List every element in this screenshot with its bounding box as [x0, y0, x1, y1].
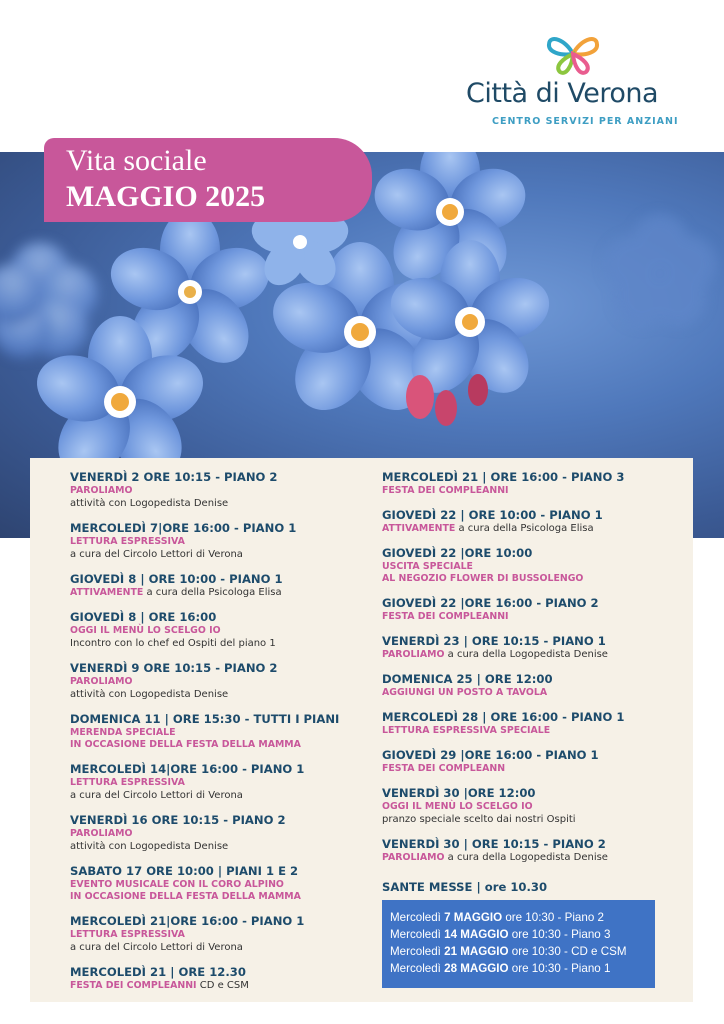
- event-heading: GIOVEDÌ 22 |ORE 16:00 - PIANO 2: [382, 596, 599, 610]
- event-title: PAROLIAMO: [382, 649, 445, 660]
- title-banner: [44, 138, 372, 222]
- event-item: [382, 710, 682, 737]
- event-title: PAROLIAMO: [382, 852, 445, 863]
- event-title: OGGI IL MENÙ LO SCELGO IO: [70, 625, 221, 636]
- mass-date: 28 MAGGIO: [444, 962, 509, 975]
- event-description: a cura della Psicologa Elisa: [455, 523, 594, 534]
- event-item: [70, 610, 370, 650]
- event-heading: MERCOLEDÌ 21 | ORE 12.30: [70, 965, 246, 979]
- event-description: a cura della Logopedista Denise: [444, 852, 608, 863]
- event-title: IN OCCASIONE DELLA FESTA DELLA MAMMA: [70, 891, 301, 902]
- event-item: [382, 508, 682, 535]
- event-item: [382, 672, 682, 699]
- event-item: [382, 546, 682, 585]
- mass-day: Mercoledì: [390, 945, 445, 958]
- masses-title: SANTE MESSE |: [382, 880, 485, 894]
- event-title: IN OCCASIONE DELLA FESTA DELLA MAMMA: [70, 739, 301, 750]
- event-heading: MERCOLEDÌ 28 | ORE 16:00 - PIANO 1: [382, 710, 625, 724]
- event-title: LETTURA ESPRESSIVA: [70, 777, 185, 788]
- mass-date: 14 MAGGIO: [444, 928, 509, 941]
- event-heading: GIOVEDÌ 8 | ORE 16:00: [70, 610, 217, 624]
- event-heading: MERCOLEDÌ 14|ORE 16:00 - PIANO 1: [70, 762, 305, 776]
- event-heading: GIOVEDÌ 8 | ORE 10:00 - PIANO 1: [70, 572, 283, 586]
- event-title-line: [382, 852, 682, 864]
- event-title: USCITA SPECIALE: [382, 561, 473, 572]
- event-item: [382, 470, 682, 497]
- event-title-line: [70, 587, 370, 599]
- event-item: [70, 521, 370, 561]
- schedule-left-column: [70, 470, 370, 1003]
- event-heading: MERCOLEDÌ 21 | ORE 16:00 - PIANO 3: [382, 470, 625, 484]
- event-description: a cura della Logopedista Denise: [444, 649, 608, 660]
- masses-time: ore 10.30: [484, 880, 548, 894]
- event-item: [70, 965, 370, 992]
- event-description: a cura del Circolo Lettori di Verona: [70, 942, 243, 953]
- event-title-line: [70, 980, 370, 992]
- event-description: a cura della Psicologa Elisa: [143, 587, 282, 598]
- event-item: [382, 786, 682, 826]
- event-title: FESTA DEI COMPLEANN: [382, 763, 506, 774]
- mass-row: [390, 928, 610, 941]
- mass-details: ore 10:30 - Piano 2: [502, 911, 604, 924]
- event-description: a cura del Circolo Lettori di Verona: [70, 790, 243, 801]
- event-title: ATTIVAMENTE: [70, 587, 144, 598]
- event-description: attività con Logopedista Denise: [70, 689, 229, 700]
- event-heading: SABATO 17 ORE 10:00 | PIANI 1 E 2: [70, 864, 299, 878]
- event-heading: DOMENICA 11 | ORE 15:30 - TUTTI I PIANI: [70, 712, 340, 726]
- event-item: [70, 470, 370, 510]
- event-description: a cura del Circolo Lettori di Verona: [70, 549, 243, 560]
- event-heading: VENERDÌ 30 | ORE 10:15 - PIANO 2: [382, 837, 606, 851]
- event-item: [70, 572, 370, 599]
- event-heading: VENERDÌ 30 |ORE 12:00: [382, 786, 536, 800]
- event-heading: VENERDÌ 9 ORE 10:15 - PIANO 2: [70, 661, 278, 675]
- event-title: FESTA DEI COMPLEANNI: [382, 611, 509, 622]
- event-heading: DOMENICA 25 | ORE 12:00: [382, 672, 553, 686]
- event-title: AGGIUNGI UN POSTO A TAVOLA: [382, 687, 548, 698]
- logo-name: Città di Verona: [466, 78, 659, 109]
- mass-row: [390, 945, 626, 958]
- mass-date: 21 MAGGIO: [444, 945, 509, 958]
- event-title-line: [382, 523, 682, 535]
- event-title: FESTA DEI COMPLEANNI: [70, 980, 197, 991]
- mass-day: Mercoledì: [390, 911, 445, 924]
- mass-details: ore 10:30 - Piano 1: [508, 962, 611, 975]
- mass-details: ore 10:30 - CD e CSM: [508, 945, 627, 958]
- event-heading: GIOVEDÌ 22 | ORE 10:00 - PIANO 1: [382, 508, 603, 522]
- event-title: MERENDA SPECIALE: [70, 727, 176, 738]
- event-heading: GIOVEDÌ 29 |ORE 16:00 - PIANO 1: [382, 748, 599, 762]
- banner-month: MAGGIO 2025: [66, 180, 266, 213]
- mass-date: 7 MAGGIO: [444, 911, 503, 924]
- event-item: [382, 837, 682, 864]
- event-heading: MERCOLEDÌ 21|ORE 16:00 - PIANO 1: [70, 914, 305, 928]
- mass-details: ore 10:30 - Piano 3: [508, 928, 611, 941]
- event-heading: VENERDÌ 16 ORE 10:15 - PIANO 2: [70, 813, 286, 827]
- event-title: AL NEGOZIO FLOWER DI BUSSOLENGO: [382, 573, 584, 584]
- masses-box: [382, 900, 655, 988]
- event-heading: MERCOLEDÌ 7|ORE 16:00 - PIANO 1: [70, 521, 297, 535]
- event-heading: VENERDÌ 23 | ORE 10:15 - PIANO 1: [382, 634, 606, 648]
- event-item: [382, 748, 682, 775]
- event-item: [70, 914, 370, 954]
- mass-row: [390, 911, 604, 924]
- banner-title: Vita sociale: [66, 144, 207, 177]
- event-item: [382, 596, 682, 623]
- event-description: attività con Logopedista Denise: [70, 841, 229, 852]
- event-item: [70, 661, 370, 701]
- logo: [466, 30, 696, 140]
- event-title-line: [382, 649, 682, 661]
- event-heading: GIOVEDÌ 22 |ORE 10:00: [382, 546, 533, 560]
- event-heading: VENERDÌ 2 ORE 10:15 - PIANO 2: [70, 470, 278, 484]
- event-title: PAROLIAMO: [70, 485, 133, 496]
- event-item: [70, 712, 370, 751]
- event-description: CD e CSM: [196, 980, 249, 991]
- mass-day: Mercoledì: [390, 928, 445, 941]
- event-title: PAROLIAMO: [70, 828, 133, 839]
- event-title: PAROLIAMO: [70, 676, 133, 687]
- schedule-right-column: [382, 470, 682, 875]
- event-item: [70, 864, 370, 903]
- event-title: OGGI IL MENÙ LO SCELGO IO: [382, 801, 533, 812]
- event-description: Incontro con lo chef ed Ospiti del piano 1: [70, 638, 276, 649]
- butterfly-logo-icon: [546, 32, 600, 76]
- mass-day: Mercoledì: [390, 962, 445, 975]
- event-title: LETTURA ESPRESSIVA: [70, 929, 185, 940]
- event-description: attività con Logopedista Denise: [70, 498, 229, 509]
- event-title: EVENTO MUSICALE CON IL CORO ALPINO: [70, 879, 284, 890]
- event-description: pranzo speciale scelto dai nostri Ospiti: [382, 814, 576, 825]
- masses-heading: [382, 880, 547, 894]
- mass-row: [390, 962, 610, 975]
- event-item: [70, 762, 370, 802]
- event-title: LETTURA ESPRESSIVA SPECIALE: [382, 725, 551, 736]
- logo-subtitle: CENTRO SERVIZI PER ANZIANI: [492, 116, 679, 127]
- event-title: LETTURA ESPRESSIVA: [70, 536, 185, 547]
- event-title: FESTA DEI COMPLEANNI: [382, 485, 509, 496]
- event-item: [382, 634, 682, 661]
- event-title: ATTIVAMENTE: [382, 523, 456, 534]
- event-item: [70, 813, 370, 853]
